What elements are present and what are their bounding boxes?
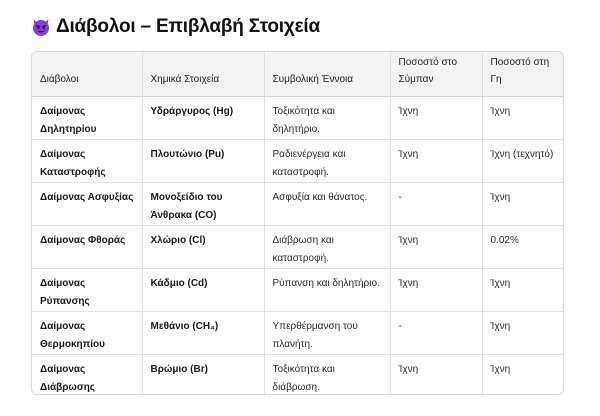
cell-earth: Ίχνη — [482, 96, 564, 139]
cell-universe: Ίχνη — [390, 268, 482, 311]
header-cell-devils: Διάβολοι — [32, 52, 142, 96]
cell-earth: 0.02% — [482, 225, 564, 268]
table-row — [32, 96, 564, 139]
header-cell-universe-percentage: Ποσοστό στο Σύμπαν — [390, 52, 482, 96]
table-row — [32, 182, 564, 225]
cell-devil: Δαίμονας Καταστροφής — [32, 139, 142, 182]
cell-devil: Δαίμονας Θερμοκηπίου — [32, 311, 142, 354]
cell-meaning: Ασφυξία και θάνατος. — [264, 182, 390, 225]
header-cell-symbolic-meaning: Συμβολική Έννοια — [264, 52, 390, 96]
header-cell-chemical-elements: Χημικά Στοιχεία — [142, 52, 264, 96]
cell-element: Πλουτώνιο (Pu) — [142, 139, 264, 182]
table-row — [32, 311, 564, 354]
header-cell-earth-percentage: Ποσοστό στη Γη — [482, 52, 564, 96]
cell-meaning: Τοξικότητα και δηλητήριο. — [264, 96, 390, 139]
cell-meaning: Ραδιενέργεια και καταστροφή. — [264, 139, 390, 182]
cell-devil: Δαίμονας Φθοράς — [32, 225, 142, 268]
smiling-devil-icon — [31, 17, 51, 37]
cell-meaning: Διάβρωση και καταστροφή. — [264, 225, 390, 268]
title-text: Διάβολοι – Επιβλαβή Στοιχεία — [56, 16, 320, 37]
table-row — [32, 354, 564, 395]
table-row — [32, 225, 564, 268]
table-row — [32, 139, 564, 182]
cell-meaning: Ρύπανση και δηλητήριο. — [264, 268, 390, 311]
elements-table — [32, 52, 564, 395]
cell-element: Μεθάνιο (CH₄) — [142, 311, 264, 354]
cell-earth: Ίχνη — [482, 311, 564, 354]
cell-devil: Δαίμονας Ρύπανσης — [32, 268, 142, 311]
cell-devil: Δαίμονας Διάβρωσης — [32, 354, 142, 395]
elements-table-container — [31, 51, 564, 395]
page-title — [31, 14, 320, 40]
cell-devil: Δαίμονας Ασφυξίας — [32, 182, 142, 225]
cell-universe: Ίχνη — [390, 354, 482, 395]
cell-element: Χλώριο (Cl) — [142, 225, 264, 268]
cell-element: Κάδμιο (Cd) — [142, 268, 264, 311]
cell-meaning: Υπερθέρμανση του πλανήτη. — [264, 311, 390, 354]
table-header-row — [32, 52, 564, 96]
cell-earth: Ίχνη — [482, 268, 564, 311]
cell-universe: Ίχνη — [390, 139, 482, 182]
cell-universe: Ίχνη — [390, 225, 482, 268]
cell-earth: Ίχνη — [490, 363, 511, 375]
cell-universe: Ίχνη — [390, 96, 482, 139]
table-row — [32, 268, 564, 311]
cell-element: Υδράργυρος (Hg) — [142, 96, 264, 139]
cell-earth: Ίχνη — [482, 182, 564, 225]
cell-element: Μονοξείδιο του Άνθρακα (CO) — [142, 182, 264, 225]
cell-universe: - — [390, 311, 482, 354]
cell-universe: - — [390, 182, 482, 225]
cell-element: Βρώμιο (Br) — [142, 354, 264, 395]
cell-earth: Ίχνη (τεχνητό) — [482, 139, 564, 182]
cell-meaning: Τοξικότητα και διάβρωση. — [264, 354, 390, 395]
cell-devil: Δαίμονας Δηλητηρίου — [32, 96, 142, 139]
